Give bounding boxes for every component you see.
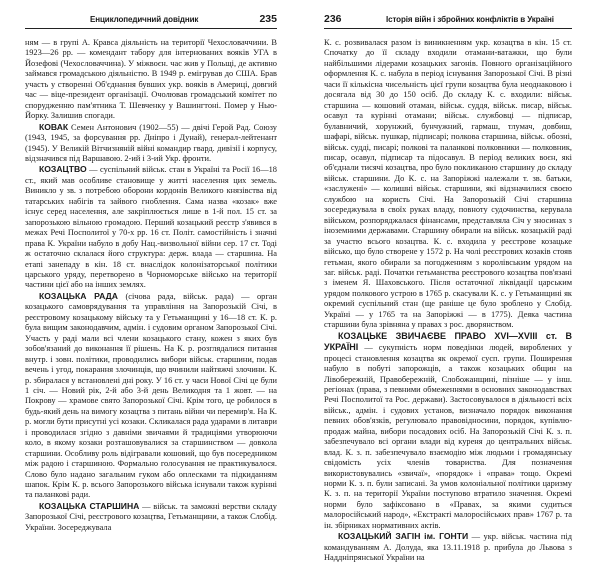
page-header (324, 14, 572, 29)
entry-text: Семен Антонович (1902—55) — двічі Герой Рад. Союзу (1943, 1945, за форсування рр. Дніпро і Дунай), генерал-лейтенант (1945). У Великій Вітчизняній війні командир гвард. дивізії і корпусу, відзначився під Варшавою. 2-ий і 3-ий Укр. фронти. (25, 122, 277, 163)
page-body (25, 38, 277, 533)
running-title: Енциклопедичний довідник (90, 15, 199, 24)
entry-term: КОЗАЦЬКА СТАРШИНА (39, 500, 140, 511)
entry-text: — укр. військ. частина під командуванням А. Долуда, яка 13.11.1918 р. прибула до Львова з Наддніпрянської України на (324, 532, 573, 563)
entry-term: КОЗАЦЬКЕ ЗВИЧАЄВЕ ПРАВО XVI—XVIII ст. В УКРАЇНІ (324, 330, 572, 353)
paragraph (25, 38, 277, 122)
entry-kozatstvo (25, 164, 277, 290)
right-page (324, 0, 573, 563)
entry-kozatska-rada (25, 291, 277, 501)
page-number: 236 (324, 13, 342, 25)
entry-term: КОЗАЦТВО (39, 164, 87, 175)
page-body (324, 38, 572, 564)
entry-term: КОВАК (39, 121, 69, 132)
entry-kovak (25, 122, 277, 165)
entry-zahin-gonty (324, 531, 572, 563)
entry-text: К. с. розвивалася разом із виникненням укр. козацтва в кін. 15 ст. Спочатку до її складу входили отамани-ватажки, що були найбільшими лідерами козацьких загонів. Повного організаційного оформлення К. с. набула в період існування Запорозької Січі. В різні часи її кількісна чисельність цієї групи козацтва була неоднаковою і досягала від 30 до 150 осіб. До складу К. с. входили: військ. старшина — кошовий отаман, військ. суддя, військ. писар, військ. осавул та курінні отамани; військ. службовці — підписар, булавничий, хорунжий, бунчужний, гармаш, тлумач, довбиш, шафарі, військ. пушкар, підписарі; полкова старшина, військ. обозні, військ. судді, писарі; полкові та паланкові полковники — полковник, писар, осавул, підписар та підосавул. В період великих воєн, які об'єднали тисячі козацтва, про було покликаною старшину до складу військ. старшини. До К. с. на Запоріжжі належали т. зв. батьки, «заслужені» — колишні військ. старшини, які відзначилися своєю службою на користь Січі. На Запорозькій Січі старшина зосереджувала в своїх руках владу, повноту судочинства, керувала військом, розпоряджалася фінансами, представляла Січ у зносинах з іноземними державами. Старшину обирали на військ. козацькій раді за участю всього козацтва. К. с. входила у реєстрове козацьке військо, що було створене у 1572 р. На чолі реєстрових козаків стояв гетьман, якого обирали за погодженням з королівським урядом на заг. військ. раді. Початки гетьманства реєстрового козацтва пов'язані з іменем Я. Шаховського. Після остаточної ліквідації царським урядом полкового устрою в 1765 р. скасували К. с. у Гетьманщині як окремий суспільний стан (ще раніше це було зроблено у Слобід. Україні — у 1765 та на Запоріжжі — в 1775). Деяка частина старшини була зрівняна у правах з рос. дворянством. (324, 38, 572, 330)
entry-text: — сукупність норм поведінки людей, вироблених у процесі становлення козацтва як окремої сусп. групи. Поширення набуло в побуті запорожців, а також козацьких общин на Лівобережній, Правобережній, Слобожанщині, пізніше — у інш. регіонах (права, з певними обмеженнями в основних законодавствах Речі Посполитої та Рос. держави). Застосовувалося в діяльності всіх військ., адмін. і судових установ, визначало порядок виконання певних обов'язків, регулювало правовідносини, порядок, купівлю-продаж майна, вибори посадових осіб. На Запорозькій Січі К. з. п. забезпечувало всі органи влади від куреня до центральних військ. влад. К. з. п. забезпечувало взаємодію між людьми і громадянську свідомість усіх членів товариства. Для позначення використовувались «звичаї», «порядок» і «права» тощо. Окремі норми К. з. п. були записані. За умов колоніальної політики царизму К. з. п. на території України поступово втратило значення. Окремі норми було зафіксовано в «Правах, за якими судиться малоросійський народ», «Екстракті малоросійських прав» 1767 р. та ін. збірниках нормативних актів. (324, 343, 572, 530)
entry-term: КОЗАЦЬКА РАДА (39, 290, 118, 301)
entry-text: — військ. та заможні верстви складу Запорозької Січі, реєстрового козацтва, Гетьманщини, а також Слобід. України. Зосереджувала (25, 501, 277, 532)
entry-text: (січова рада, військ. рада) — орган козацького самоврядування та управління на Запорозькій Січі, в реєстровому козацькому війську та у Гетьманщині у 16—18 ст. К. р. була вищим законодавчим, адмін. і судовим органом Запорозької Січі. Участь у раді мали всі члени козацького стану, кожен з яких був зобов'язаний до виконання її рішень. На К. р. розглядалися питання внутр. і зовн. політики, проводились вибори військ. старшини, подав вечень і угод, покарання злочинців, що вчинили найтяжчі злочини. К. р. збиралася у встановлені дні року. У 16 ст. у часи Нової Січі це були 1 січ. — Новий рік, 2-й або 3-й день Великодня та 1 жовт. — на Покрову — храмове свято Запорозької Січі. Крім того, це робилося в будь-який день на вимогу козацтва з питань війни чи перемир'я. На К. р. могли бути присутні усі козаки. Скликалася рада ударами в литаври і проводилася згідно з давніми звичаями й традиціями утворюючи коло, в якому козаки розташовувалися за старшинством — довкола старшини. Особливу роль відігравали кошовий, що був посередником між радою і старшиною. Формально голосування не практикувалося. Слово було надано загальним гуком або оплесками та підкиданням шапок. Крім К. р. всього Запорозького війська існували також курінні та паланкові ради. (25, 291, 277, 500)
running-title: Історія війн і збройних конфліктів в Україні (386, 15, 554, 24)
entry-term: КОЗАЦЬКИЙ ЗАГІН ім. ГОНТИ (338, 531, 469, 542)
page-header (25, 14, 277, 29)
entry-text: — суспільний військ. стан в Україні та Росії 16—18 ст., який мав особливе становище у житті населення цих земель. Виникло у зв. з потребою оборони кордонів Великого князівства від татарських набігів та зайвого гноблення. Сама назва «козак» вже існує серед населення, але закріплюється лише в 1-й пол. 15 ст. за запорозькою вільною громадою. Перший козацький реєстр з'явився в межах Речі Посполитої у 70-х рр. 16 ст. Політ. самостійність і значні права К. України набуло в добу Нац.-визвольної війни сер. 17 ст. Тоді ж остаточно склалася його структура: держ. влада — старшина. На етапі занепаду в кін. 18 ст. внаслідок колонізаторської політики царського уряду, перетворено в Чорноморське військо на території частини цієї або на інших землях. (25, 165, 277, 290)
page-number: 235 (259, 13, 277, 25)
paragraph (324, 38, 572, 331)
left-page (25, 0, 277, 532)
entry-zvychaieve-pravo (324, 331, 572, 532)
entry-text: ням — в групі А. Кравса діяльність на території Чехословаччини. В 1923—26 рр. — комендант табору для інтернованих вояків УГА в Йозефові (Чехословаччина). У міжвоєн. час жив у Польщі, де активно займався громадською діяльністю. В 1949 р. емігрував до США. Брав участь у створенні Об'єднання бувших укр. вояків в Америці, довгий час — віце-президент організації. Очолював громадський комітет по спорудженню пам'ятника Т. Шевченку у Вашингтоні. Помер у Нью-Йорку. Залишив спогади. (25, 38, 277, 121)
entry-kozatska-starshyna (25, 501, 277, 533)
